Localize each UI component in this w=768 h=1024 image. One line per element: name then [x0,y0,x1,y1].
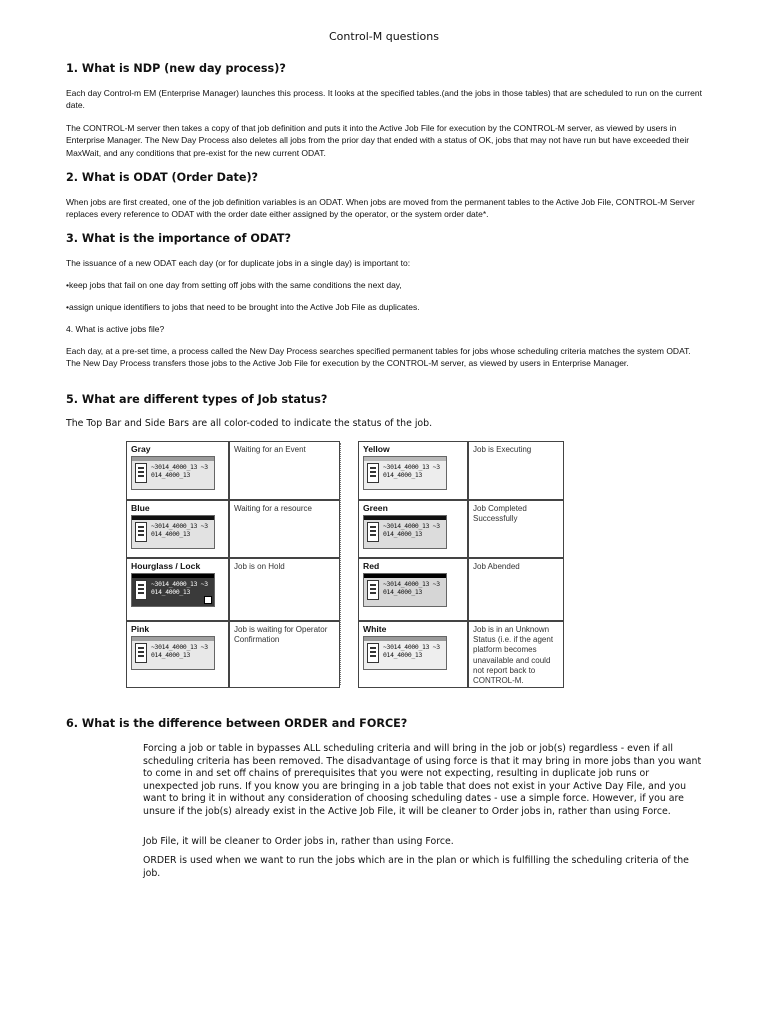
status-color-bar [364,457,446,461]
job-node-text: ~3014_4000_13 ~3014_4000_13 [383,580,440,596]
status-cell-hourglass-lock [126,558,229,621]
status-cell-green [358,500,468,558]
status-description: Job is waiting for Operator Confirmation [234,625,328,645]
job-document-icon [135,522,147,542]
heading-q2: 2. What is ODAT (Order Date)? [66,171,259,184]
status-label: White [363,624,387,634]
paragraph-q6-1: Forcing a job or table in bypasses ALL scheduling criteria and will bring in the job or job(s) regardless - even if all scheduling criteria has been removed. The disadvantage of using force is that it may bring in more jobs than you want to come in and set off chains of prerequisites that you were not expecting, resulting in duplicate job runs or unexpected job runs. If you know you are bringing in a job table that does not exist in your Active Day File, and you want to bring it in without any consideration of choosing scheduling dates - use a simple force. However, if you are unsure if the job(s) already exist in the Active Job File, it will be cleaner to Order jobs in, rather than using Force. [143,743,702,817]
paragraph-q3-1: The issuance of a new ODAT each day (or for duplicate jobs in a single day) is important to: [66,258,411,268]
status-color-bar [132,457,214,461]
status-description: Job is on Hold [234,562,285,571]
paragraph-q5-lead: The Top Bar and Side Bars are all color-coded to indicate the status of the job. [66,418,433,429]
status-color-bar [132,516,214,520]
bullet-q3-2: •assign unique identifiers to jobs that need to be brought into the Active Job File as duplicates. [66,302,420,312]
status-color-bar [132,574,214,578]
job-node-text: ~3014_4000_13 ~3014_4000_13 [151,522,208,538]
status-label: Red [363,561,380,571]
status-description-cell [468,621,564,688]
job-node-text: ~3014_4000_13 ~3014_4000_13 [151,463,208,479]
paragraph-q1-2: The CONTROL-M server then takes a copy of that job definition and puts it into the Active Job File for execution by the CONTROL-M server, as viewed by users in Enterprise Manager. The New Day Process also deletes all jobs from the prior day that ended with a status of OK, jobs that may not have run but have exceeded their MaxWait, and any conditions that pre-exist for the new current ODAT. [66,123,690,158]
status-description-cell [468,558,564,621]
job-node-icon [363,636,447,670]
job-node-icon [363,515,447,549]
job-node-icon [131,515,215,549]
lock-icon [204,596,212,604]
status-cell-pink [126,621,229,688]
job-node-icon [131,636,215,670]
status-description: Job Abended [473,562,520,571]
paragraph-q2-1: When jobs are first created, one of the job definition variables is an ODAT. When jobs are moved from the permanent tables to the Active Job File, CONTROL-M Server replaces every reference to ODAT with the order date either assigned by the operator, or the system order date*. [66,197,695,220]
status-label: Hourglass / Lock [131,561,201,571]
status-description: Waiting for a resource [234,504,312,513]
status-cell-gray [126,441,229,500]
status-description: Job Completed Successfully [473,504,527,524]
status-color-bar [132,637,214,641]
status-description: Job is in an Unknown Status (i.e. if the agent platform becomes unavailable and could not report back to CONTROL-M. [473,625,554,686]
paragraph-q6-3: ORDER is used when we want to run the jobs which are in the plan or which is fulfilling the scheduling criteria of the job. [143,855,689,879]
job-node-text: ~3014_4000_13 ~3014_4000_13 [383,643,440,659]
job-node-text: ~3014_4000_13 ~3014_4000_13 [151,580,208,596]
status-cell-red [358,558,468,621]
job-document-icon [367,580,379,600]
status-description-cell [229,500,340,558]
heading-q1: 1. What is NDP (new day process)? [66,62,286,75]
document-title: Control-M questions [329,30,439,43]
status-label: Blue [131,503,150,513]
status-description-cell [468,441,564,500]
status-color-bar [364,574,446,578]
job-document-icon [135,580,147,600]
status-label: Yellow [363,444,390,454]
job-document-icon [367,522,379,542]
status-cell-yellow [358,441,468,500]
status-cell-blue [126,500,229,558]
status-color-bar [364,637,446,641]
heading-q6: 6. What is the difference between ORDER and FORCE? [66,717,408,730]
job-node-text: ~3014_4000_13 ~3014_4000_13 [383,522,440,538]
status-label: Gray [131,444,151,454]
status-description-cell [229,441,340,500]
heading-q3: 3. What is the importance of ODAT? [66,232,292,245]
job-node-icon [363,573,447,607]
status-description-cell [468,500,564,558]
job-node-text: ~3014_4000_13 ~3014_4000_13 [383,463,440,479]
status-label: Green [363,503,388,513]
status-description-cell [229,558,340,621]
job-document-icon [367,643,379,663]
bullet-q3-1: •keep jobs that fail on one day from setting off jobs with the same conditions the next day, [66,280,402,290]
heading-q4: 4. What is active jobs file? [66,324,165,334]
job-node-icon [131,456,215,490]
paragraph-q6-2: Job File, it will be cleaner to Order jobs in, rather than using Force. [143,836,454,847]
paragraph-q4-1: Each day, at a pre-set time, a process called the New Day Process searches specified permanent tables for jobs whose scheduling criteria matches the system ODAT. The New Day Process transfers those jobs to the Active Job File for execution by the CONTROL-M server, as viewed by users in Enterprise Manager. [66,346,691,369]
job-node-text: ~3014_4000_13 ~3014_4000_13 [151,643,208,659]
status-cell-white [358,621,468,688]
job-node-icon [131,573,215,607]
job-document-icon [135,463,147,483]
job-document-icon [135,643,147,663]
status-description: Job is Executing [473,445,532,454]
status-label: Pink [131,624,150,634]
status-description-cell [229,621,340,688]
job-node-icon [363,456,447,490]
paragraph-q1-1: Each day Control-m EM (Enterprise Manager) launches this process. It looks at the specified tables.(and the jobs in those tables) that are scheduled to run on the current date. [66,88,702,111]
status-description: Waiting for an Event [234,445,306,454]
job-status-table [126,441,564,688]
heading-q5: 5. What are different types of Job status? [66,393,328,406]
job-document-icon [367,463,379,483]
status-color-bar [364,516,446,520]
